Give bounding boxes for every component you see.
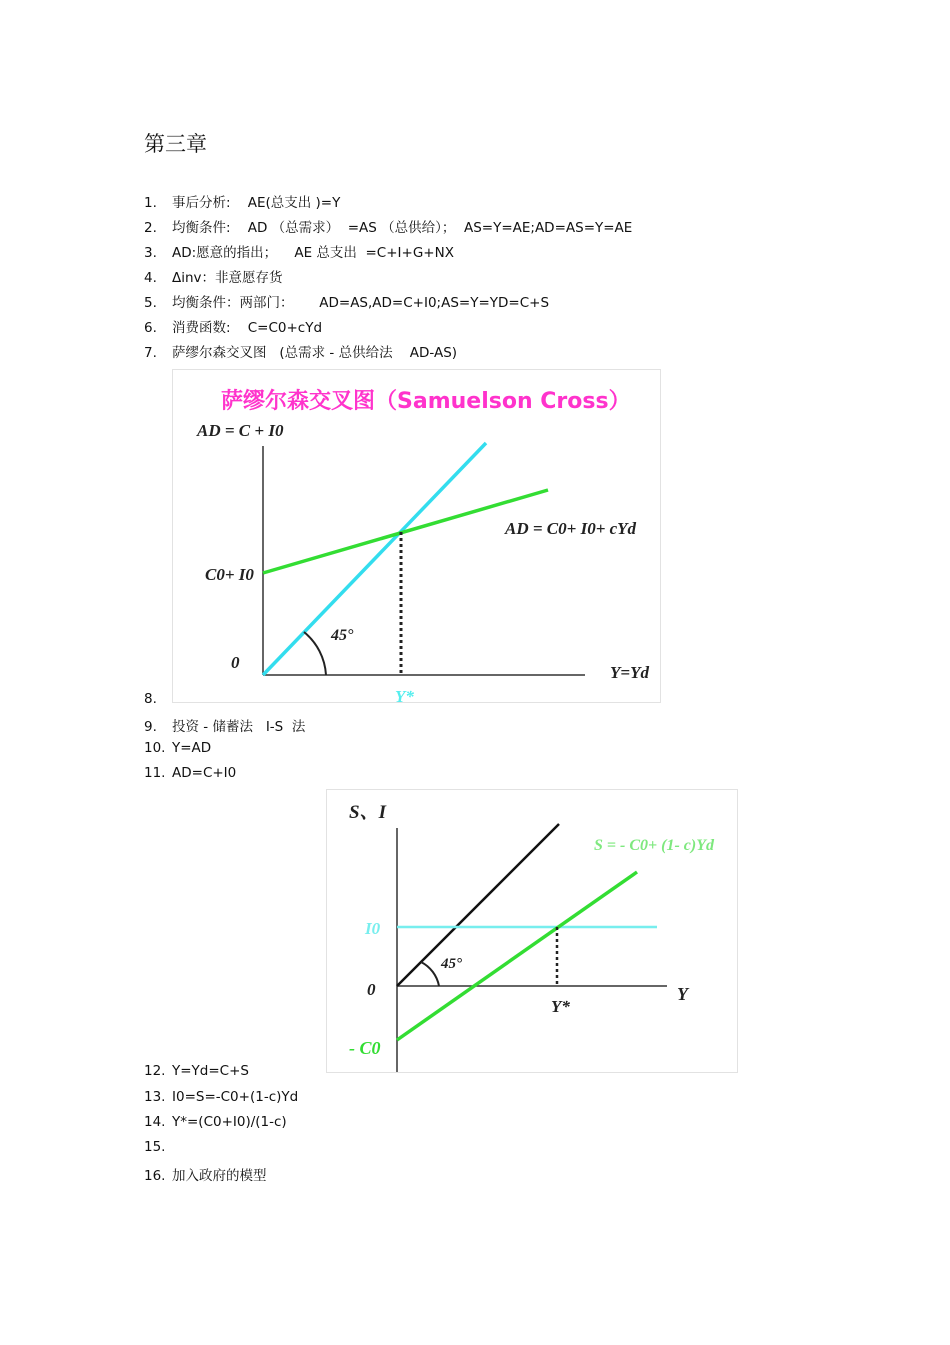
fig2-origin-label: 0 <box>367 980 376 999</box>
fig1-angle-label: 45° <box>331 627 354 644</box>
list-item-number: 12. <box>144 1063 166 1079</box>
list-item-number: 1. <box>144 195 157 211</box>
list-item-number: 13. <box>144 1089 166 1105</box>
fig1-title: 萨缪尔森交叉图（Samuelson Cross） <box>221 389 631 414</box>
fig2-neg-c-label: - C0 <box>349 1038 381 1058</box>
fig1-x-axis-label: Y=Yd <box>610 663 649 682</box>
list-item-number: 8. <box>144 691 157 707</box>
samuelson-cross-figure <box>172 369 661 703</box>
list-item-text: Δinv：非意愿存货 <box>172 270 283 286</box>
list-item <box>144 765 236 781</box>
list-item-text: Y=Yd=C+S <box>172 1063 249 1079</box>
list-item <box>144 241 454 261</box>
list-item-number: 16. <box>144 1168 166 1184</box>
fig1-origin-label: 0 <box>231 653 240 672</box>
list-item-number: 9. <box>144 719 157 735</box>
fig1-intercept-label: C0+ I0 <box>205 565 254 584</box>
list-item-number: 10. <box>144 740 166 756</box>
list-item-number: 2. <box>144 220 157 236</box>
list-item-text: AD:愿意的指出； AE 总支出 =C+I+G+NX <box>172 245 454 261</box>
fig2-angle-label: 45° <box>441 956 462 972</box>
list-item-number: 4. <box>144 270 157 286</box>
list-item-number: 14. <box>144 1114 166 1130</box>
list-item <box>144 1114 287 1130</box>
list-item-number: 15. <box>144 1139 166 1155</box>
list-item-text: 投资 - 储蓄法 I-S 法 <box>172 719 306 735</box>
list-item <box>144 715 305 735</box>
list-item-number: 7. <box>144 345 157 361</box>
fig1-equilibrium-label: Y* <box>395 687 414 702</box>
investment-saving-figure <box>326 789 738 1073</box>
list-item-text: 均衡条件：两部门： AD=AS,AD=C+I0;AS=Y=YD=C+S <box>172 295 550 311</box>
list-item <box>144 1089 298 1105</box>
fig2-s-line-label: S = - C0+ (1- c)Yd <box>594 837 714 854</box>
list-item-text: 消费函数: C=C0+cYd <box>172 320 323 336</box>
list-item <box>144 216 632 236</box>
list-item-text: Y*=(C0+I0)/(1-c) <box>172 1114 287 1130</box>
fig2-y-axis-label: S、I <box>349 802 386 823</box>
fig2-equilibrium-label: Y* <box>551 997 570 1016</box>
fig1-y-axis-label: AD = C + I0 <box>197 421 284 440</box>
list-item-number: 11. <box>144 765 166 781</box>
list-item-number: 5. <box>144 295 157 311</box>
list-item <box>144 291 549 311</box>
fig1-45-degree-line <box>263 443 486 675</box>
fig2-angle-arc <box>421 962 439 986</box>
list-item <box>144 341 457 361</box>
list-item <box>144 191 340 211</box>
list-item <box>144 1139 172 1155</box>
fig1-ad-line-label: AD = C0+ I0+ cYd <box>505 519 637 538</box>
fig1-angle-arc <box>304 632 326 675</box>
list-item-text: 事后分析: AE(总支出 )=Y <box>172 195 341 211</box>
list-item <box>144 316 322 336</box>
list-item <box>144 740 211 756</box>
list-item-number: 6. <box>144 320 157 336</box>
list-item <box>144 1164 267 1184</box>
list-item <box>144 691 172 707</box>
list-item <box>144 266 283 286</box>
list-item-text: I0=S=-C0+(1-c)Yd <box>172 1089 299 1105</box>
list-item-text: 萨缪尔森交叉图 (总需求 - 总供给法 AD-AS) <box>172 345 458 361</box>
list-item <box>144 1063 249 1079</box>
list-item-text: AD=C+I0 <box>172 765 237 781</box>
list-item-text: 加入政府的模型 <box>172 1168 267 1184</box>
list-item-text: 均衡条件: AD （总需求） =AS （总供给）； AS=Y=AE;AD=AS=Y=AE <box>172 220 633 236</box>
list-item-text: Y=AD <box>172 740 212 756</box>
fig2-x-axis-label: Y <box>677 984 688 1004</box>
list-item-number: 3. <box>144 245 157 261</box>
chapter-title: 第三章 <box>144 132 207 156</box>
fig2-i-label: I0 <box>365 919 381 938</box>
fig2-s-line <box>397 872 637 1040</box>
